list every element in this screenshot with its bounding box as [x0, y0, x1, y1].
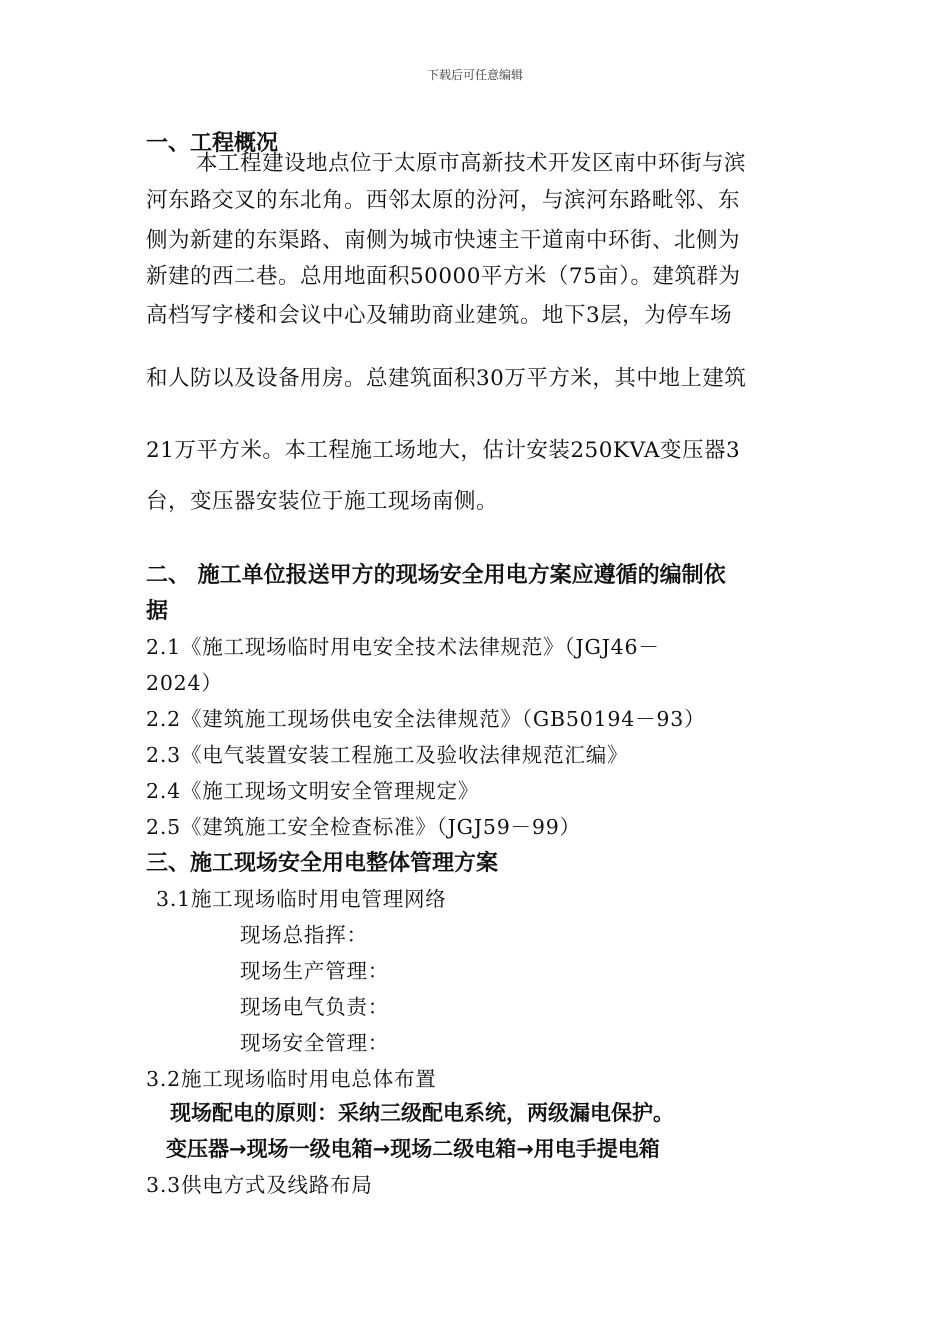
paragraph-line: 和人防以及设备用房。总建筑面积30万平方米，其中地上建筑: [146, 366, 747, 391]
reference-item: 2.4《施工现场文明安全管理规定》: [146, 779, 480, 803]
paragraph-line: 新建的西二巷。总用地面积50000平方米（75亩）。建筑群为: [146, 264, 741, 289]
distribution-chain: 变压器→现场一级电箱→现场二级电箱→用电手提电箱: [166, 1137, 660, 1161]
paragraph-line: 河东路交叉的东北角。西邻太原的汾河，与滨河东路毗邻、东: [146, 188, 741, 213]
subsection-3-1: 3.1施工现场临时用电管理网络: [156, 887, 447, 911]
subsection-3-3: 3.3供电方式及线路布局: [146, 1173, 373, 1197]
reference-item: 2.5《建筑施工安全检查标准》（JGJ59－99）: [146, 815, 581, 839]
section-3-title: 三、施工现场安全用电整体管理方案: [146, 851, 499, 876]
role-item: 现场生产管理：: [240, 959, 390, 983]
distribution-principle: 现场配电的原则：采纳三级配电系统，两级漏电保护。: [170, 1101, 674, 1125]
role-item: 现场总指挥：: [240, 923, 368, 947]
role-item: 现场电气负责：: [240, 995, 390, 1019]
role-item: 现场安全管理：: [240, 1031, 390, 1055]
reference-item: 2024）: [146, 671, 223, 695]
subsection-3-2: 3.2施工现场临时用电总体布置: [146, 1067, 437, 1091]
paragraph-line: 高档写字楼和会议中心及辅助商业建筑。地下3层，为停车场: [146, 303, 733, 328]
paragraph-line: 侧为新建的东渠路、南侧为城市快速主干道南中环街、北侧为: [146, 228, 741, 253]
paragraph-line: 21万平方米。本工程施工场地大，估计安装250KVA变压器3: [146, 438, 741, 463]
reference-item: 2.2《建筑施工现场供电安全法律规范》（GB50194－93）: [146, 707, 706, 731]
page-header: 下载后可任意编辑: [426, 68, 523, 82]
paragraph-line: 台，变压器安装位于施工现场南侧。: [146, 489, 499, 514]
section-1-title: 一、工程概况: [146, 131, 279, 156]
section-2-title: 二、 施工单位报送甲方的现场安全用电方案应遵循的编制依: [146, 563, 726, 588]
paragraph-line: 本工程建设地点位于太原市高新技术开发区南中环街与滨: [196, 151, 747, 176]
section-2-title-cont: 据: [146, 599, 169, 624]
reference-item: 2.1《施工现场临时用电安全技术法律规范》（JGJ46－: [146, 635, 660, 659]
reference-item: 2.3《电气装置安装工程施工及验收法律规范汇编》: [146, 743, 629, 767]
